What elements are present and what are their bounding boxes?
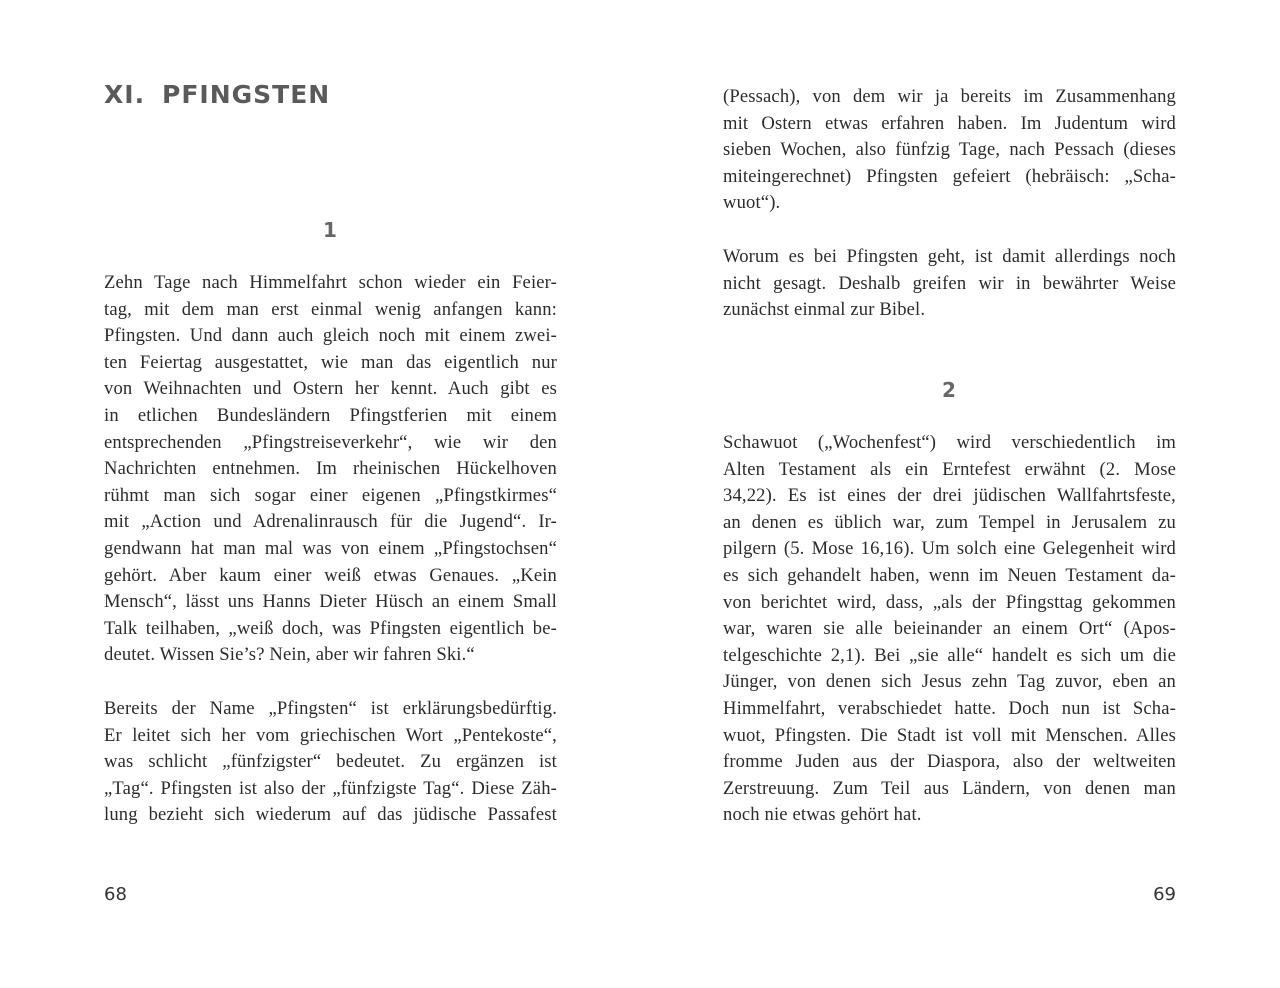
text-line: Himmelfahrt, verabschiedet hatte. Doch nun ist Scha- xyxy=(723,697,1176,719)
text-line: pilgern (5. Mose 16,16). Um solch eine Gelegenheit wird xyxy=(723,538,1176,560)
text-line: es sich gehandelt haben, wenn im Neuen Testament da- xyxy=(723,564,1176,586)
text-line: an denen es üblich war, zum Tempel in Jerusalem zu xyxy=(723,511,1176,533)
text-line: Zehn Tage nach Himmelfahrt schon wieder ein Feier- xyxy=(104,272,557,293)
text-line: von berichtet wird, dass, „als der Pfingsttag gekommen xyxy=(723,591,1176,613)
text-line: Pfingsten. Und dann auch gleich noch mit einem zwei- xyxy=(104,325,557,347)
text-line: sieben Wochen, also fünfzig Tage, nach Pessach (dieses xyxy=(723,139,1176,161)
section-number: 2 xyxy=(942,378,956,402)
chapter-number: XI. xyxy=(104,80,146,109)
text-line: mit Ostern etwas erfahren haben. Im Judentum wird xyxy=(723,112,1176,134)
text-line: ten Feiertag ausgestattet, wie man das eigentlich nur xyxy=(104,351,557,373)
text-line: was schlicht „fünfzigster“ bedeutet. Zu ergänzen ist xyxy=(104,751,557,773)
text-line: wuot“). xyxy=(723,192,781,214)
left-paragraph-2 xyxy=(104,696,557,829)
chapter-title: PFINGSTEN xyxy=(162,80,331,109)
text-line: Alten Testament als ein Erntefest erwähnt (2. Mose xyxy=(723,458,1176,480)
text-line: in etlichen Bundesländern Pfingstferien mit einem xyxy=(104,404,557,426)
right-paragraph-1 xyxy=(723,84,1176,217)
text-line: fromme Juden aus der Diaspora, also der weltweiten xyxy=(723,751,1176,773)
text-line: noch nie etwas gehört hat. xyxy=(723,804,922,826)
text-line: Er leitet sich her vom griechischen Wort „Pentekoste“, xyxy=(104,724,557,746)
right-paragraph-3 xyxy=(723,430,1176,829)
text-line: rühmt man sich sogar einer eigenen „Pfingstkirmes“ xyxy=(104,484,557,506)
page-number: 68 xyxy=(104,884,127,905)
left-paragraph-1 xyxy=(104,270,557,669)
text-line: Mensch“, lässt uns Hanns Dieter Hüsch an einem Small xyxy=(104,591,557,613)
text-line: tag, mit dem man erst einmal wenig anfangen kann: xyxy=(104,298,557,320)
text-line: miteingerechnet) Pfingsten gefeiert (hebräisch: „Scha- xyxy=(723,165,1176,187)
text-line: (Pessach), von dem wir ja bereits im Zusammenhang xyxy=(723,86,1176,107)
text-line: nicht gesagt. Deshalb greifen wir in bewährter Weise xyxy=(723,272,1176,294)
text-line: Bereits der Name „Pfingsten“ ist erklärungsbedürftig. xyxy=(104,698,557,719)
text-line: 34,22). Es ist eines der drei jüdischen Wallfahrtsfeste, xyxy=(723,485,1176,507)
text-line: telgeschichte 2,1). Bei „sie alle“ handelt es sich um die xyxy=(723,644,1176,666)
text-line: Schawuot („Wochenfest“) wird verschiedentlich im xyxy=(723,432,1176,453)
text-line: mit „Action und Adrenalinrausch für die Jugend“. Ir- xyxy=(104,511,557,533)
text-line: gehört. Aber kaum einer weiß etwas Genaues. „Kein xyxy=(104,564,557,586)
text-line: entsprechenden „Pfingstreiseverkehr“, wie wir den xyxy=(104,431,557,453)
text-line: Zerstreuung. Zum Teil aus Ländern, von denen man xyxy=(723,777,1176,799)
text-line: deutet. Wissen Sie’s? Nein, aber wir fahren Ski.“ xyxy=(104,644,475,666)
right-paragraph-2 xyxy=(723,244,1176,324)
text-line: lung bezieht sich wiederum auf das jüdische Passafest xyxy=(104,804,557,826)
text-line: wuot, Pfingsten. Die Stadt ist voll mit Menschen. Alles xyxy=(723,724,1176,746)
text-line: war, waren sie alle beieinander an einem Ort“ (Apos- xyxy=(723,618,1176,640)
text-line: gendwann hat man mal was von einem „Pfingstochsen“ xyxy=(104,537,557,559)
text-line: zunächst einmal zur Bibel. xyxy=(723,299,926,321)
right-page xyxy=(640,0,1280,988)
text-line: Jünger, von denen sich Jesus zehn Tag zuvor, eben an xyxy=(723,671,1176,693)
text-line: von Weihnachten und Ostern her kennt. Auch gibt es xyxy=(104,378,557,400)
text-line: Worum es bei Pfingsten geht, ist damit allerdings noch xyxy=(723,246,1176,267)
chapter-heading xyxy=(104,80,330,109)
text-line: Talk teilhaben, „weiß doch, was Pfingsten eigentlich be- xyxy=(104,617,557,639)
text-line: Nachrichten entnehmen. Im rheinischen Hückelhoven xyxy=(104,458,557,480)
text-line: „Tag“. Pfingsten ist also der „fünfzigste Tag“. Diese Zäh- xyxy=(104,777,557,799)
section-number: 1 xyxy=(323,218,337,242)
page-number: 69 xyxy=(1153,884,1176,905)
